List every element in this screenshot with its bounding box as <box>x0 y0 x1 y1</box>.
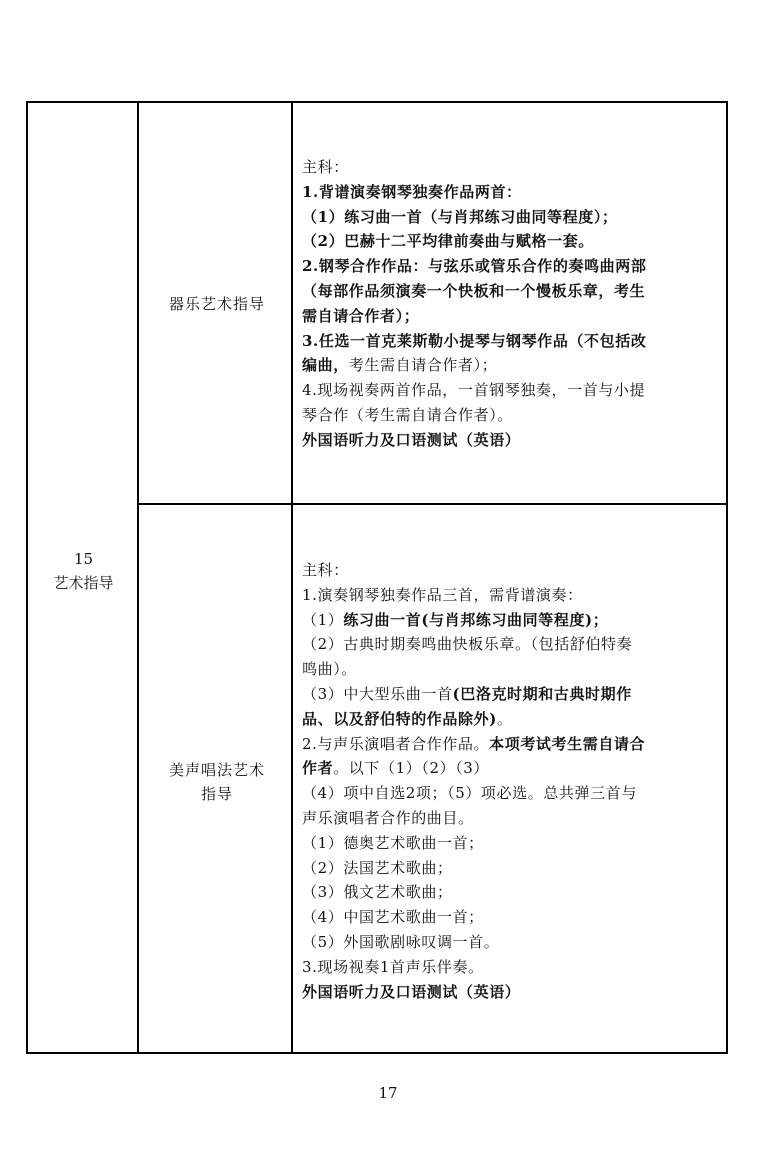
requirement-segment: 2.与声乐演唱者合作作品。 <box>302 734 490 753</box>
requirement-line <box>302 707 724 732</box>
requirement-line: （2）法国艺术歌曲； <box>302 858 453 877</box>
requirements-text-vocal <box>302 558 724 1004</box>
requirement-line: 1.演奏钢琴独奏作品三首，需背谱演奏： <box>302 585 583 604</box>
requirement-line: 主科： <box>302 158 349 176</box>
requirement-segment: 本项考试考生需自请合 <box>489 734 646 753</box>
requirement-line <box>302 608 724 633</box>
requirement-line: 声乐演唱者合作的曲目。 <box>302 808 474 827</box>
requirements-table <box>26 101 728 1054</box>
requirement-line: 外国语听力及口语测试（英语） <box>302 982 521 1001</box>
requirement-line: 鸣曲）。 <box>302 660 357 679</box>
requirements-text-instrumental <box>302 155 724 453</box>
row-number-cell <box>28 547 139 595</box>
direction-name-line: 美声唱法艺术 <box>168 761 265 779</box>
page-number: 17 <box>378 1084 398 1102</box>
requirement-line: 4.现场视奏两首作品，一首钢琴独奏，一首与小提 <box>302 381 646 400</box>
requirement-line <box>302 756 724 781</box>
direction-label-vocal <box>141 758 293 806</box>
requirement-segment: 作者 <box>302 759 334 778</box>
column-divider <box>291 103 293 1052</box>
requirement-line: （2）古典时期奏鸣曲快板乐章。（包括舒伯特奏 <box>302 635 633 654</box>
requirement-line: 主科： <box>302 561 349 579</box>
requirement-segment: 编曲， <box>302 356 349 375</box>
requirement-line: （1）练习曲一首（与肖邦练习曲同等程度）； <box>302 207 618 226</box>
requirement-line <box>302 353 724 378</box>
direction-name: 器乐艺术指导 <box>168 295 265 313</box>
direction-label-instrumental <box>141 292 293 316</box>
category-name: 艺术指导 <box>53 574 114 592</box>
requirement-line: 琴合作（考生需自请合作者）。 <box>302 405 513 424</box>
requirement-line: 1.背谱演奏钢琴独奏作品两首： <box>302 182 522 201</box>
requirement-line <box>302 732 724 757</box>
requirement-line: 3.任选一首克莱斯勒小提琴与钢琴作品（不包括改 <box>302 331 647 350</box>
requirement-line: （4）中国艺术歌曲一首； <box>302 908 484 927</box>
requirement-line: 2.钢琴合作作品：与弦乐或管乐合作的奏鸣曲两部 <box>302 257 647 276</box>
requirement-segment: (巴洛克时期和古典时期作 <box>452 684 632 703</box>
requirement-line: （1）德奥艺术歌曲一首； <box>302 833 484 852</box>
requirement-segment: 。 <box>496 709 513 728</box>
requirement-line <box>302 682 724 707</box>
requirement-line: 需自请合作者）； <box>302 306 420 325</box>
direction-name-line: 指导 <box>200 785 233 803</box>
requirement-line: （2）巴赫十二平均律前奏曲与赋格一套。 <box>302 232 594 251</box>
requirement-line: （5）外国歌剧咏叹调一首。 <box>302 932 500 951</box>
requirement-line: （每部作品须演奏一个快板和一个慢板乐章，考生 <box>302 281 646 300</box>
requirement-segment: 。以下（1）（2）（3） <box>333 759 490 778</box>
requirement-line: （4）项中自选2项；（5）项必选。总共弹三首与 <box>302 784 637 803</box>
requirement-line: 3.现场视奏1首声乐伴奏。 <box>302 957 484 976</box>
requirement-segment: （1） <box>302 610 344 629</box>
requirement-segment: 练习曲一首(与肖邦练习曲同等程度)； <box>343 610 609 629</box>
row-divider <box>139 503 726 505</box>
requirement-segment: 品、以及舒伯特的作品除外) <box>302 709 497 728</box>
requirement-line: （3）俄文艺术歌曲； <box>302 883 453 902</box>
requirement-segment: （3）中大型乐曲一首 <box>302 684 453 703</box>
row-number: 15 <box>73 550 94 568</box>
requirement-segment: 考生需自请合作者）； <box>348 356 498 375</box>
requirement-line: 外国语听力及口语测试（英语） <box>302 430 521 449</box>
